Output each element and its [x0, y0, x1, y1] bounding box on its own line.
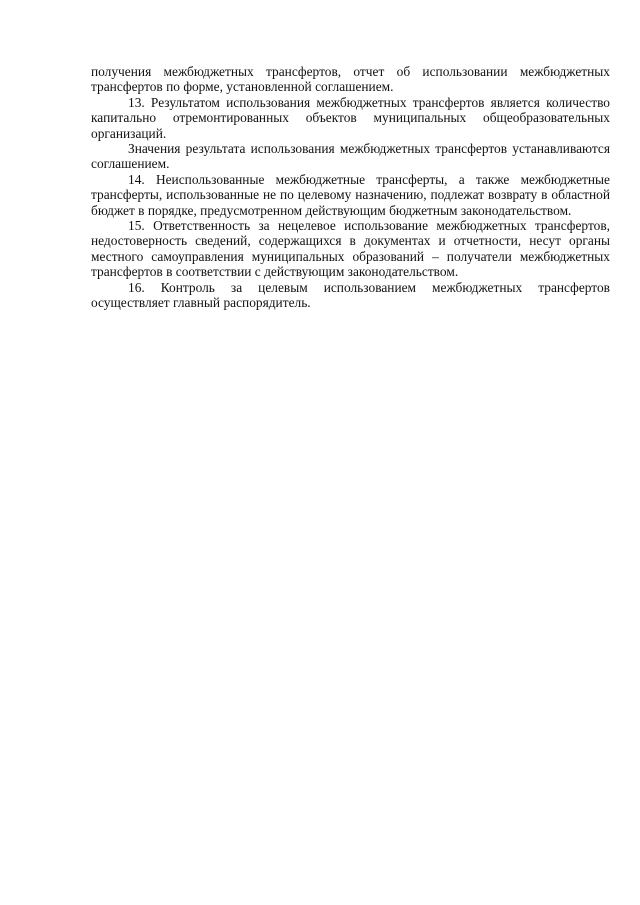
paragraph-15: 15. Ответственность за нецелевое использование межбюджетных трансфертов, недостоверность сведений, содержащихся в документах и отчетности, несут органы местного самоуправления муниципальных образований – получатели межбюджетных трансфертов в соответствии с действующим законодательством.	[91, 218, 610, 280]
paragraph-14: 14. Неиспользованные межбюджетные трансферты, а также межбюджетные трансферты, использованные не по целевому назначению, подлежат возврату в областной бюджет в порядке, предусмотренном действующим бюджетным законодательством.	[91, 171, 610, 218]
paragraph-16: 16. Контроль за целевым использованием межбюджетных трансфертов осуществляет главный распорядитель.	[91, 279, 610, 311]
paragraph-values: Значения результата использования межбюджетных трансфертов устанавливаются соглашением.	[91, 141, 610, 172]
paragraph-continuation: получения межбюджетных трансфертов, отчет об использовании межбюджетных трансфертов по форме, установленной соглашением.	[91, 64, 610, 95]
document-body	[91, 64, 610, 311]
paragraph-13: 13. Результатом использования межбюджетных трансфертов является количество капитально отремонтированных объектов муниципальных общеобразовательных организаций.	[91, 94, 610, 141]
